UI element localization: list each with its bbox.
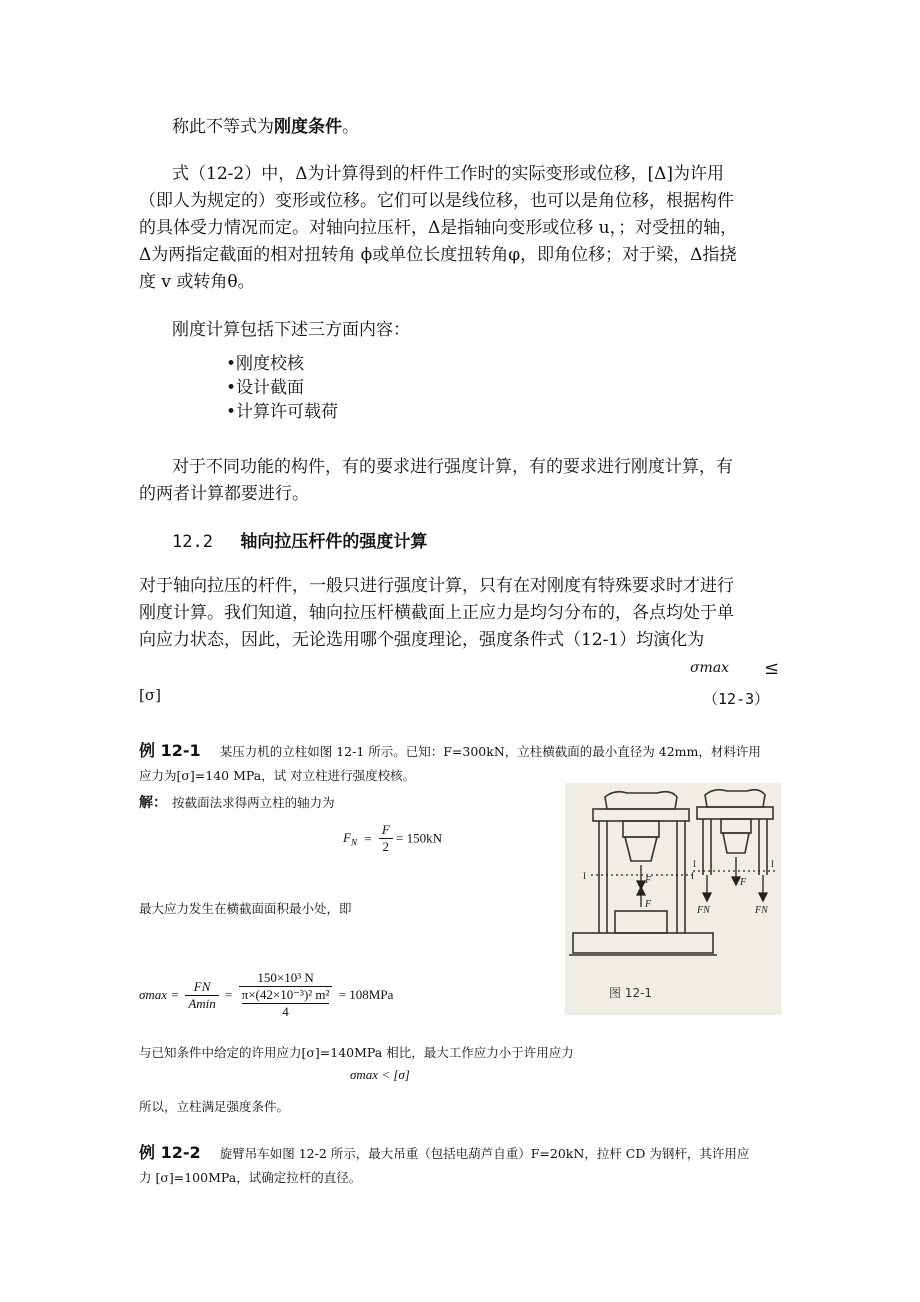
line: 式（12-2）中，Δ为计算得到的杆件工作时的实际变形或位移，[Δ]为许用 [172, 164, 725, 184]
result: = 150kN [396, 830, 442, 846]
paragraph-axial [139, 573, 789, 654]
figure-label: I [771, 859, 774, 869]
bullet-list [226, 352, 338, 424]
bold-term: 刚度条件 [274, 117, 342, 137]
example-text-line2: 力 [σ]=100MPa，试确定拉杆的直径。 [139, 1170, 362, 1185]
line: 的具体受力情况而定。对轴向拉压杆，Δ是指轴向变形或位移 u，；对受扭的轴， [139, 218, 738, 238]
lhs: σmax = [139, 987, 180, 1002]
line: （即人为规定的）变形或位移。它们可以是线位移，也可以是角位移，根据构件 [139, 191, 734, 211]
numerator: F [379, 822, 393, 839]
line: 向应力状态，因此，无论选用哪个强度理论，强度条件式（12-1）均演化为 [139, 630, 705, 650]
section-title: 轴向拉压杆件的强度计算 [240, 532, 428, 552]
line: 对于轴向拉压的杆件，一般只进行强度计算，只有在对刚度有特殊要求时才进行 [139, 576, 734, 596]
paragraph-function [139, 454, 789, 508]
result: = 108MPa [338, 987, 394, 1002]
denominator: 2 [382, 839, 390, 854]
press-column-figure [565, 783, 781, 1015]
line: 刚度计算。我们知道，轴向拉压杆横截面上正应力是均匀分布的，各点均处于单 [139, 603, 734, 623]
formula-relation: ≤ [764, 658, 780, 679]
equation-number: （12-3） [703, 690, 770, 708]
conclusion-text: 所以，立柱满足强度条件。 [139, 1099, 290, 1114]
paragraph-deformation [139, 161, 789, 296]
inequality: σmax < [σ] [350, 1067, 410, 1082]
line: Δ为两指定截面的相对扭转角 ϕ或单位长度扭转角φ，即角位移；对于梁，Δ指挠 [139, 245, 737, 265]
numerator: FN [185, 979, 218, 996]
figure-label: F [645, 899, 652, 910]
text-run: 。 [342, 117, 359, 137]
line: 度 v 或转角θ。 [139, 272, 255, 292]
example-text: 旋臂吊车如图 12-2 所示，最大吊重（包括电葫芦自重）F=20kN，拉杆 CD 为钢杆，其许用应 [219, 1146, 750, 1161]
example-label: 例 12-2 [139, 1143, 201, 1162]
comparison-text: 与已知条件中给定的许用应力[σ]=140MPa 相比，最大工作应力小于许用应力 [139, 1045, 574, 1060]
figure-12-1 [565, 783, 781, 1015]
solution-text: 按截面法求得两立柱的轴力为 [172, 795, 335, 810]
example-12-2-header [139, 1140, 749, 1165]
line: 的两者计算都要进行。 [139, 484, 309, 504]
section-number: 12.2 [172, 532, 213, 552]
formula-lhs: σmax [690, 660, 730, 676]
figure-label: I [583, 871, 586, 881]
formula-rhs: [σ] [139, 686, 161, 704]
figure-label: I [693, 859, 696, 869]
list-item: •设计截面 [226, 378, 305, 398]
equation-max-stress: σmax = $\frac{FN}{Amin}$ = 150×10³ N π×(42×10⁻³)² m² 4 = 108MPa [139, 970, 394, 1019]
paragraph-rigidity-condition [172, 114, 359, 141]
figure-label: FN [697, 905, 710, 916]
symbol: F [343, 829, 351, 845]
denominator-bottom: 4 [282, 1004, 289, 1019]
equation-axial-force: $F_N$ = $\frac{F}{2}$ = 150kN [343, 822, 442, 854]
max-stress-text: 最大应力发生在横截面面积最小处，即 [139, 901, 352, 916]
list-item: •计算许可载荷 [226, 402, 339, 422]
denominator: Amin [188, 995, 216, 1011]
example-text-line2: 应力为[σ]=140 MPa，试 对立柱进行强度校核。 [139, 768, 416, 783]
figure-label: I [691, 871, 694, 881]
subscript: N [350, 837, 357, 848]
list-item: •刚度校核 [226, 354, 305, 374]
figure-label: F [645, 875, 652, 886]
text-run: 称此不等式为 [172, 117, 274, 137]
example-12-1-header [139, 738, 761, 763]
denominator [239, 987, 333, 1020]
figure-label: FN [755, 905, 768, 916]
example-text: 某压力机的立柱如图 12-1 所示。已知：F=300kN，立柱横截面的最小直径为 42mm，材料许用 [219, 744, 761, 759]
figure-label: F [740, 877, 747, 888]
paragraph-rigidity-contents: 刚度计算包括下述三方面内容： [172, 320, 410, 340]
solution-line [139, 792, 335, 814]
figure-caption: 图 12-1 [609, 986, 653, 1000]
numerator: 150×10³ N [239, 970, 333, 987]
denominator-top: π×(42×10⁻³)² m² [241, 987, 330, 1002]
section-heading [172, 527, 427, 552]
line: 对于不同功能的构件，有的要求进行强度计算，有的要求进行刚度计算，有 [172, 457, 733, 477]
example-label: 例 12-1 [139, 741, 201, 760]
solution-label: 解： [139, 795, 167, 811]
